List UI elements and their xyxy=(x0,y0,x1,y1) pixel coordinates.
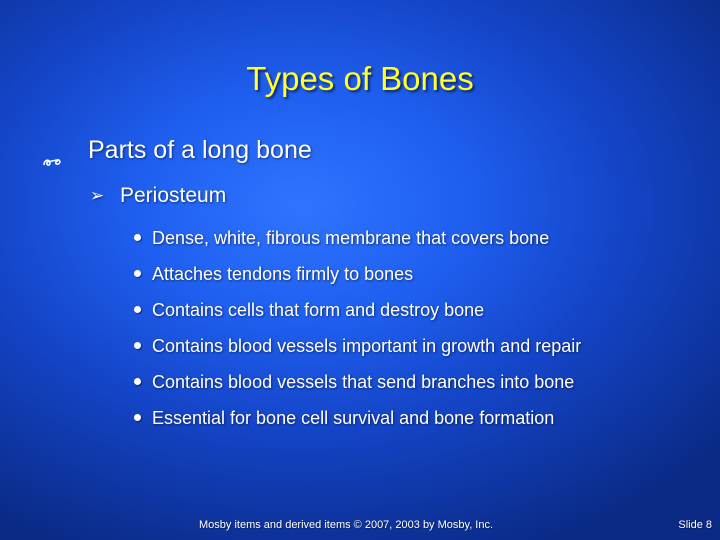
bullet-dot-icon xyxy=(134,270,141,277)
bullet-dot-icon xyxy=(134,342,141,349)
slide-number: Slide 8 xyxy=(678,519,712,531)
scroll-dingbat-icon xyxy=(42,146,62,158)
bullet-dot-icon xyxy=(134,414,141,421)
bullet-dot-icon xyxy=(134,378,141,385)
bullet-level1-text: Parts of a long bone xyxy=(88,136,312,164)
bullet-dot-icon xyxy=(134,306,141,313)
footer-copyright: Mosby items and derived items © 2007, 2003 by Mosby, Inc. xyxy=(199,519,494,531)
slide-title: Types of Bones xyxy=(246,60,474,97)
bullet-dot-icon xyxy=(134,234,141,241)
arrowhead-icon: ➢ xyxy=(90,186,105,205)
bullet-level2-text: Periosteum xyxy=(120,184,227,207)
